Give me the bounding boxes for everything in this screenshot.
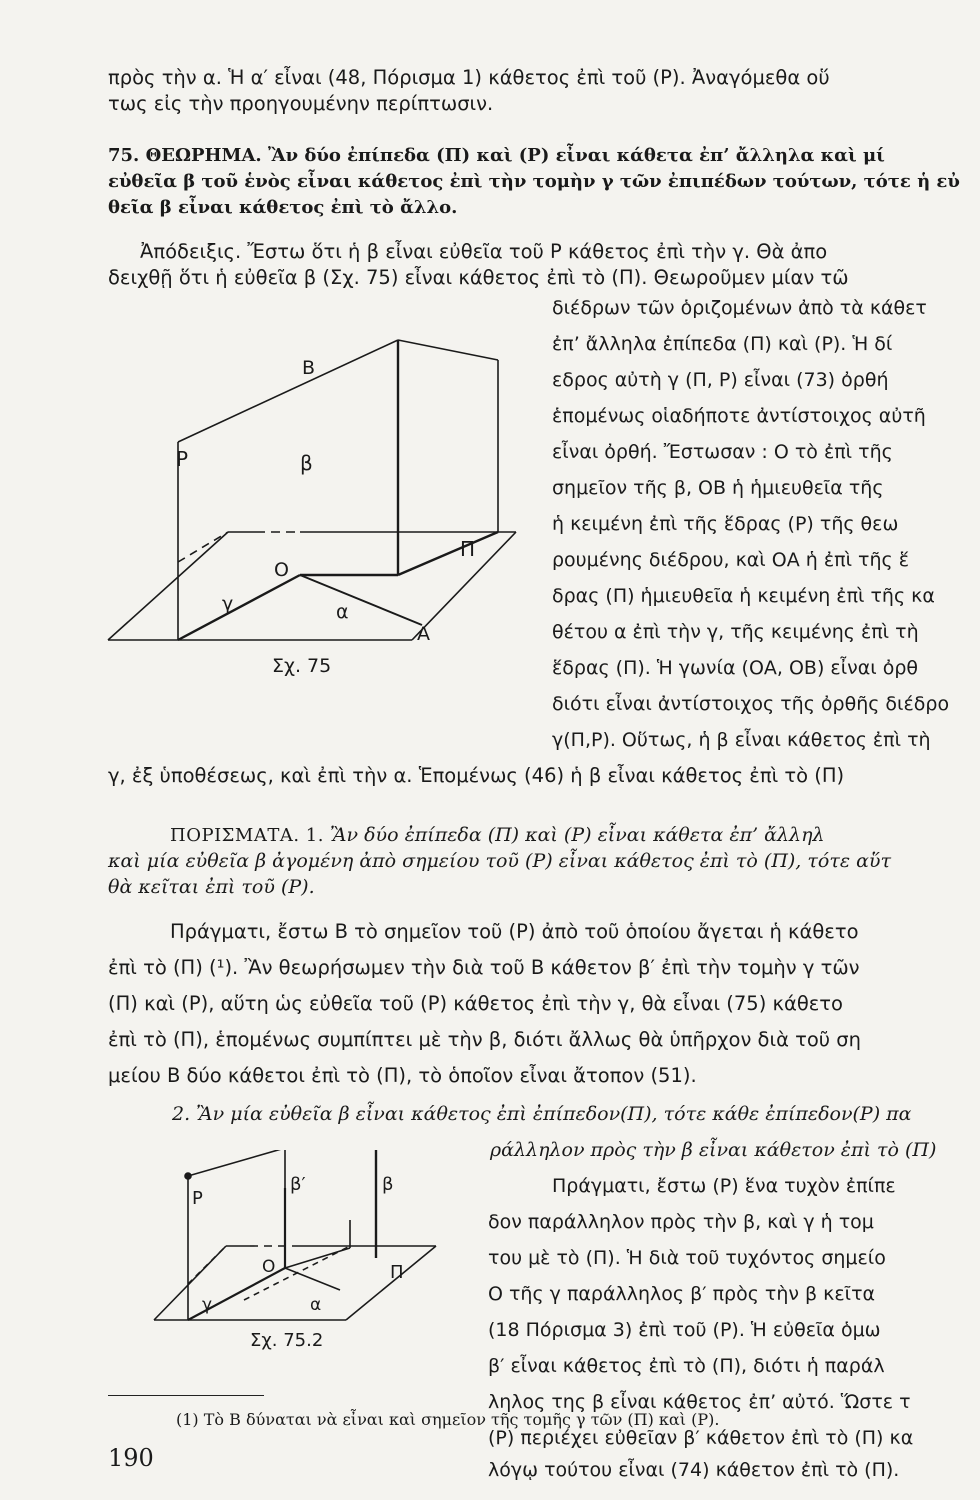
- proof-text: Ἀπόδειξις. Ἔστω ὅτι ἡ β εἶναι εὐθεῖα τοῦ Ρ κάθετος ἐπὶ τὴν γ. Θὰ ἀπο: [140, 240, 828, 263]
- label-beta: β: [300, 451, 313, 475]
- corollary-2-proof: δον παράλληλον πρὸς τὴν β, καὶ γ ἡ τομ: [488, 1211, 874, 1233]
- figure-caption: Σχ. 75.2: [250, 1330, 324, 1351]
- corollary-1-proof: ἐπὶ τὸ (Π) (¹). Ἂν θεωρήσωμεν τὴν διὰ τοῦ Β κάθετον β′ ἐπὶ τὴν τομὴν γ τῶν: [108, 956, 860, 979]
- proof-text: ἕδρας (Π). Ἡ γωνία (ΟΑ, ΟΒ) εἶναι ὀρθ: [552, 657, 919, 679]
- plane-p-bottom-right: [398, 532, 498, 575]
- corollary-2-proof: Ο τῆς γ παράλληλος β′ πρὸς τὴν β κεῖτα: [488, 1283, 876, 1305]
- proof-text: εἶναι ὀρθή. Ἔστωσαν : Ο τὸ ἐπὶ τῆς: [552, 441, 893, 463]
- label-beta: β: [382, 1174, 394, 1195]
- label-alpha: α: [336, 601, 349, 623]
- corollaries-heading: ΠΟΡΙΣΜΑΤΑ. 1.: [170, 825, 324, 846]
- proof-text: εδρος αὐτὴ γ (Π, Ρ) εἶναι (73) ὀρθή: [552, 369, 889, 391]
- label-Pi: Π: [390, 1262, 404, 1283]
- corollary-1-line: [170, 823, 825, 848]
- label-O: O: [274, 559, 289, 581]
- label-A: A: [417, 623, 430, 645]
- label-B: B: [302, 357, 316, 379]
- label-P: P: [192, 1188, 203, 1209]
- corollary-1-text: Ἂν δύο ἐπίπεδα (Π) καὶ (Ρ) εἶναι κάθετα ἐπ’ ἄλληλ: [330, 824, 825, 846]
- corollary-1-proof: (Π) καὶ (Ρ), αὕτη ὡς εὐθεῖα τοῦ (Ρ) κάθετος ἐπὶ τὴν γ, θὰ εἶναι (75) κάθετο: [108, 992, 843, 1015]
- corollary-2-proof: (18 Πόρισμα 3) ἐπὶ τοῦ (Ρ). Ἡ εὐθεῖα ὁμω: [488, 1319, 881, 1341]
- figure-caption: Σχ. 75: [272, 655, 332, 677]
- corollary-1-text: καὶ μία εὐθεῖα β ἀγομένη ἀπὸ σημείου τοῦ (Ρ) εἶναι κάθετος ἐπὶ τὸ (Π), τότε αὕτ: [108, 850, 891, 872]
- label-Pi: Π: [460, 537, 476, 561]
- corollary-1-proof: Πράγματι, ἔστω Β τὸ σημεῖον τοῦ (Ρ) ἀπὸ τοῦ ὁποίου ἄγεται ἡ κάθετο: [170, 920, 859, 943]
- label-O: O: [262, 1257, 276, 1277]
- line-gamma: [178, 575, 300, 640]
- proof-text: γ(Π,Ρ). Οὕτως, ἡ β εἶναι κάθετος ἐπὶ τὴ: [552, 729, 931, 751]
- theorem-heading: 75. ΘΕΩΡΗΜΑ. Ἂν δύο ἐπίπεδα (Π) καὶ (Ρ) εἶναι κάθετα ἐπ’ ἄλληλα καὶ μί: [108, 145, 885, 166]
- proof-text: δειχθῇ ὅτι ἡ εὐθεῖα β (Σχ. 75) εἶναι κάθετος ἐπὶ τὸ (Π). Θεωροῦμεν μίαν τῶ: [108, 266, 849, 289]
- label-bprime: β′: [290, 1174, 306, 1195]
- corollary-2-proof: β′ εἶναι κάθετος ἐπὶ τὸ (Π), διότι ἡ παράλ: [488, 1355, 885, 1377]
- proof-text: ἑπομένως οἱαδήποτε ἀντίστοιχος αὐτῆ: [552, 405, 926, 427]
- corollary-2-proof: Πράγματι, ἔστω (Ρ) ἕνα τυχὸν ἐπίπε: [552, 1175, 896, 1197]
- corollary-2-proof: λόγῳ τούτου εἶναι (74) κάθετον ἐπὶ τὸ (Π).: [488, 1459, 900, 1481]
- figure-75-2: [150, 1150, 470, 1430]
- corollary-2-proof: του μὲ τὸ (Π). Ἡ διὰ τοῦ τυχόντος σημείο: [488, 1247, 886, 1269]
- label-gamma: γ: [222, 593, 234, 615]
- line-alpha: [285, 1268, 340, 1290]
- corollary-2-text: ράλληλον πρὸς τὴν β εἶναι κάθετον ἐπὶ τὸ (Π): [490, 1139, 937, 1161]
- text-line: πρὸς τὴν α. Ἡ α′ εἶναι (48, Πόρισμα 1) κάθετος ἐπὶ τοῦ (Ρ). Ἀναγόμεθα οὕ: [108, 66, 830, 89]
- label-gamma: γ: [202, 1295, 213, 1315]
- corollary-2-proof: (Ρ) περιέχει εὐθεῖαν β′ κάθετον ἐπὶ τὸ (Π) κα: [488, 1427, 914, 1449]
- corollary-1-proof: ἐπὶ τὸ (Π), ἑπομένως συμπίπτει μὲ τὴν β, διότι ἄλλως θὰ ὑπῆρχον διὰ τοῦ ση: [108, 1028, 862, 1051]
- label-P: P: [176, 447, 189, 471]
- footnote: (1) Τὸ Β δύναται νὰ εἶναι καὶ σημεῖον τῆς τομῆς γ τῶν (Π) καὶ (Ρ).: [176, 1410, 720, 1429]
- page-number: 190: [108, 1444, 154, 1472]
- proof-text: θέτου α ἐπὶ τὴν γ, τῆς κειμένης ἐπὶ τὴ: [552, 621, 919, 643]
- proof-text: γ, ἐξ ὑποθέσεως, καὶ ἐπὶ τὴν α. Ἑπομένως (46) ἡ β εἶναι κάθετος ἐπὶ τὸ (Π): [108, 764, 845, 787]
- plane-p-top-edge: [178, 340, 398, 442]
- corollary-2-proof: ληλος της β εἶναι κάθετος ἐπ’ αὐτό. Ὥστε τ: [488, 1391, 911, 1413]
- proof-text: σημεῖον τῆς β, ΟΒ ἡ ἡμιευθεῖα τῆς: [552, 477, 884, 499]
- corollary-1-proof: μείου Β δύο κάθετοι ἐπὶ τὸ (Π), τὸ ὁποῖον εἶναι ἄτοπον (51).: [108, 1064, 697, 1087]
- proof-text: δρας (Π) ἡμιευθεῖα ἡ κειμένη ἐπὶ τῆς κα: [552, 585, 935, 607]
- proof-text: ρουμένης διέδρου, καὶ ΟΑ ἡ ἐπὶ τῆς ἕ: [552, 549, 909, 571]
- label-alpha: α: [310, 1295, 322, 1315]
- line-alpha: [300, 575, 422, 625]
- figure-75: [104, 300, 544, 700]
- proof-text: ἐπ’ ἄλληλα ἐπίπεδα (Π) καὶ (Ρ). Ἡ δί: [552, 333, 893, 355]
- corollary-2-text: 2. Ἂν μία εὐθεῖα β εἶναι κάθετος ἐπὶ ἐπίπεδον(Π), τότε κάθε ἐπίπεδον(Ρ) πα: [172, 1103, 912, 1125]
- text-line: τως εἰς τὴν προηγουμένην περίπτωσιν.: [108, 92, 494, 115]
- proof-text: διότι εἶναι ἀντίστοιχος τῆς ὀρθῆς διέδρο: [552, 693, 950, 715]
- theorem-text: θεῖα β εἶναι κάθετος ἐπὶ τὸ ἄλλο.: [108, 197, 458, 218]
- proof-text: ἡ κειμένη ἐπὶ τῆς ἕδρας (Ρ) τῆς θεω: [552, 513, 899, 535]
- theorem-text: εὐθεῖα β τοῦ ἑνὸς εἶναι κάθετος ἐπὶ τὴν τομὴν γ τῶν ἐπιπέδων τούτων, τότε ἡ εὐ: [108, 171, 960, 192]
- proof-text: διέδρων τῶν ὁριζομένων ἀπὸ τὰ κάθετ: [552, 297, 927, 319]
- footnote-rule: [108, 1395, 264, 1396]
- corollary-1-text: θὰ κεῖται ἐπὶ τοῦ (Ρ).: [108, 876, 315, 898]
